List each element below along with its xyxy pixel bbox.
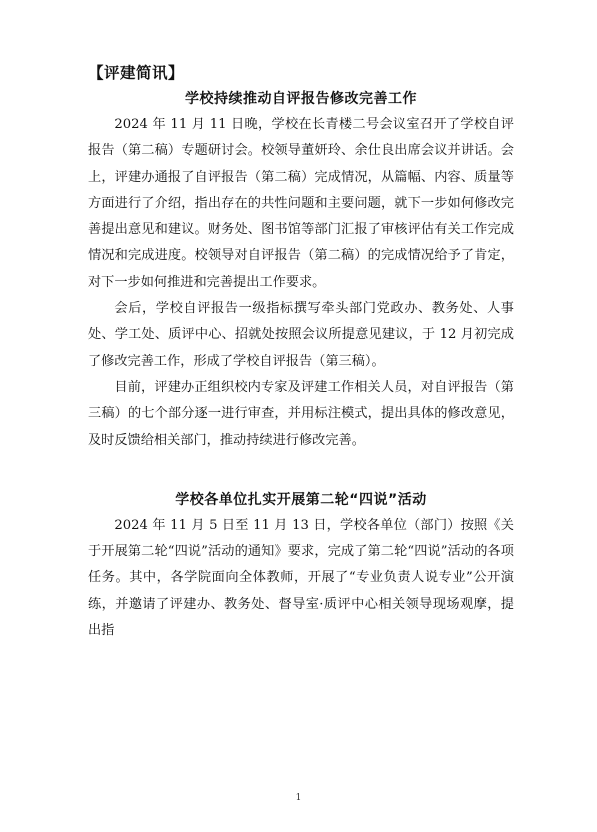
article-title: 学校各单位扎实开展第二轮“四说”活动 [175,491,427,508]
article-paragraph: 2024 年 11 月 11 日晚，学校在长青楼二号会议室召开了学校自评报告（第二稿）专题研讨会。校领导董妍玲、余仕良出席会议并讲话。会上，评建办通报了自评报告（第二稿）完成情况，从篇幅、内容、质量等方面进行了介绍，指出存在的共性问题和主要问题，就下一步如何修改完善提出意见和建议。财务处、图书馆等部门汇报了审核评估有关工作完成情况和完成进度。校领导对自评报告（第二稿）的完成情况给予了肯定，对下一步如何推进和完善提出工作要求。 [88,117,514,290]
page-number: 1 [295,793,302,803]
section-tag: 【评建简讯】 [88,64,185,82]
article [88,86,514,454]
article [88,487,514,644]
article-spacer [88,454,514,487]
page-content [88,60,514,644]
article-paragraph: 会后，学校自评报告一级指标撰写牵头部门党政办、教务处、人事处、学工处、质评中心、招就处按照会议所提意见建议，于 12 月初完成了修改完善工作，形成了学校自评报告（第三稿）。 [88,301,514,369]
article-paragraph: 目前，评建办正组织校内专家及评建工作相关人员，对自评报告（第三稿）的七个部分逐一进行审查，并用标注模式，提出具体的修改意见，及时反馈给相关部门，推动持续进行修改完善。 [88,379,514,448]
article-title: 学校持续推动自评报告修改完善工作 [185,91,417,107]
article-paragraph: 2024 年 11 月 5 日至 11 月 13 日，学校各单位（部门）按照《关于开展第二轮“四说”活动的通知》要求，完成了第二轮“四说”活动的各项任务。其中，各学院面向全体教师，开展了“专业负责人说专业”公开演练，并邀请了评建办、教务处、督导室·质评中心相关领导现场观摩，提出指 [88,517,514,639]
